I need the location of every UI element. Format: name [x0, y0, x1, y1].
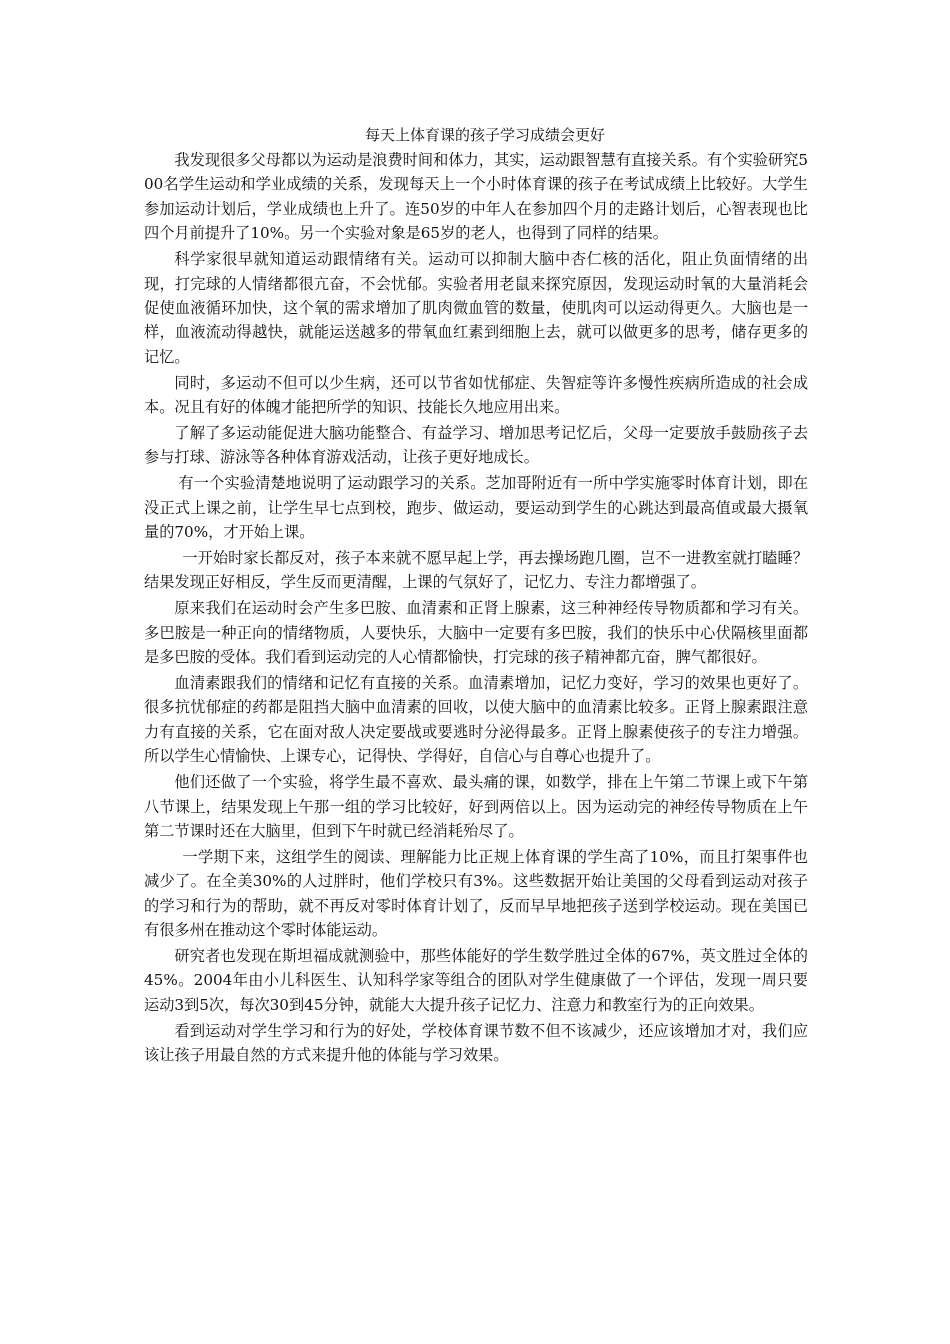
- document-title: 每天上体育课的孩子学习成绩会更好: [364, 126, 605, 144]
- paragraph-5: 有一个实验清楚地说明了运动跟学习的关系。芝加哥附近有一所中学实施零时体育计划，即在没正式上课之前，让学生早七点到校，跑步、做运动，要运动到学生的心跳达到最高值或最大摄氧量的70%，才开始上课。: [144, 474, 808, 542]
- paragraph-11: 研究者也发现在斯坦福成就测验中，那些体能好的学生数学胜过全体的67%，英文胜过全体的45%。2004年由小儿科医生、认知科学家等组合的团队对学生健康做了一个评估，发现一周只要运动3到5次，每次30到45分钟，就能大大提升孩子记忆力、注意力和教室行为的正向效果。: [144, 947, 808, 1014]
- paragraph-6: 一开始时家长都反对，孩子本来就不愿早起上学，再去操场跑几圈，岂不一进教室就打瞌睡？结果发现正好相反，学生反而更清醒，上课的气氛好了，记忆力、专注力都增强了。: [144, 549, 808, 592]
- document-page: [144, 124, 808, 1069]
- paragraph-8: 血清素跟我们的情绪和记忆有直接的关系。血清素增加，记忆力变好，学习的效果也更好了。很多抗忧郁症的药都是阻挡大脑中血清素的回收，以使大脑中的血清素比较多。正肾上腺素跟注意力有直接的关系，它在面对敌人决定要战或要逃时分泌得最多。正肾上腺素使孩子的专注力增强。所以学生心情愉快、上课专心，记得快、学得好，自信心与自尊心也提升了。: [144, 674, 808, 766]
- paragraph-3: 同时，多运动不但可以少生病，还可以节省如忧郁症、失智症等许多慢性疾病所造成的社会成本。况且有好的体魄才能把所学的知识、技能长久地应用出来。: [144, 373, 808, 417]
- paragraph-1: 我发现很多父母都以为运动是浪费时间和体力，其实，运动跟智慧有直接关系。有个实验研究500名学生运动和学业成绩的关系，发现每天上一个小时体育课的孩子在考试成绩上比较好。大学生参加运动计划后，学业成绩也上升了。连50岁的中年人在参加四个月的走路计划后，心智表现也比四个月前提升了10%。另一个实验对象是65岁的老人，也得到了同样的结果。: [144, 151, 808, 243]
- paragraph-4: 了解了多运动能促进大脑功能整合、有益学习、增加思考记忆后，父母一定要放手鼓励孩子去参与打球、游泳等各种体育游戏活动，让孩子更好地成长。: [144, 423, 808, 467]
- paragraph-10: 一学期下来，这组学生的阅读、理解能力比正规上体育课的学生高了10%，而且打架事件也减少了。在全美30%的人过胖时，他们学校只有3%。这些数据开始让美国的父母看到运动对孩子的学习和行为的帮助，就不再反对零时体育计划了，反而早早地把孩子送到学校运动。现在美国已有很多州在推动这个零时体能运动。: [144, 847, 808, 940]
- paragraph-2: 科学家很早就知道运动跟情绪有关。运动可以抑制大脑中杏仁核的活化，阻止负面情绪的出现，打完球的人情绪都很亢奋，不会忧郁。实验者用老鼠来探究原因，发现运动时氧的大量消耗会促使血液循环加快，这个氧的需求增加了肌肉微血管的数量，使肌肉可以运动得更久。大脑也是一样，血液流动得越快，就能运送越多的带氧血红素到细胞上去，就可以做更多的思考，储存更多的记忆。: [144, 250, 808, 366]
- paragraph-7: 原来我们在运动时会产生多巴胺、血清素和正肾上腺素，这三种神经传导物质都和学习有关。多巴胺是一种正向的情绪物质，人要快乐，大脑中一定要有多巴胺，我们的快乐中心伏隔核里面都是多巴胺的受体。我们看到运动完的人心情都愉快，打完球的孩子精神都亢奋，脾气都很好。: [144, 599, 808, 667]
- paragraph-9: 他们还做了一个实验，将学生最不喜欢、最头痛的课，如数学，排在上午第二节课上或下午第八节课上，结果发现上午那一组的学习比较好，好到两倍以上。因为运动完的神经传导物质在上午第二节课时还在大脑里，但到下午时就已经消耗殆尽了。: [144, 773, 808, 840]
- paragraph-12: 看到运动对学生学习和行为的好处，学校体育课节数不但不该减少，还应该增加才对，我们应该让孩子用最自然的方式来提升他的体能与学习效果。: [144, 1021, 808, 1065]
